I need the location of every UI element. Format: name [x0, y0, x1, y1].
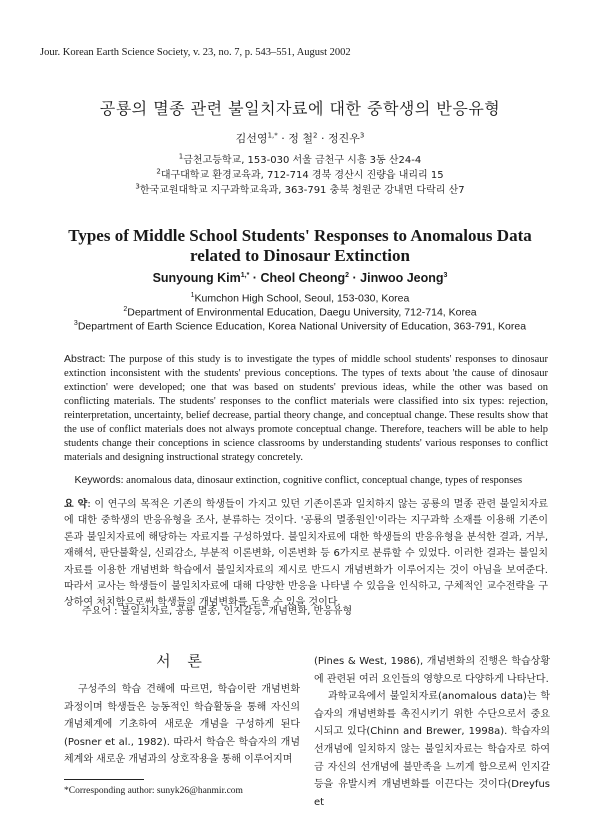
- author-name: Cheol Cheong: [260, 271, 346, 285]
- english-affiliation: [0, 320, 600, 333]
- korean-abstract-label: 요 약: [64, 499, 88, 510]
- keywords-label: Keywords: [74, 474, 121, 486]
- author-sup: 1,*: [267, 131, 278, 140]
- affiliation-text: 대구대학교 환경교육과, 712-714 경북 경산시 진량읍 내리리 15: [160, 170, 444, 181]
- korean-keywords-text: 불일치자료, 공룡 멸종, 인지갈등, 개념변화, 반응유형: [120, 606, 353, 617]
- english-affiliation: [0, 292, 600, 305]
- affiliation-text: Department of Earth Science Education, Korea National University of Education, 363-791, Korea: [77, 320, 527, 333]
- english-affiliation: [0, 306, 600, 319]
- author-name: 김선영: [235, 132, 268, 145]
- korean-title: 공룡의 멸종 관련 불일치자료에 대한 중학생의 반응유형: [99, 99, 501, 118]
- korean-authors: [0, 130, 600, 146]
- author-sup: 3: [359, 131, 365, 140]
- body-paragraph: (Pines & West, 1986), 개념변화의 진행은 학습상황에 관련된 여러 요인들의 영향으로 다양하게 나타난다.: [314, 656, 550, 685]
- author-sup: 2: [313, 131, 318, 140]
- korean-affiliation: [0, 166, 600, 181]
- keywords-text: anomalous data, dinosaur extinction, cognitive conflict, conceptual change, types of responses: [126, 475, 523, 486]
- footnote-rule: [64, 779, 144, 780]
- korean-abstract: 요 약: 이 연구의 목적은 기존의 학생들이 가지고 있던 기존이론과 일치하지 않는 공룡의 멸종 관련 불일치자료에 대한 중학생의 반응유형을 조사, 분류하는 것이다. '공룡의 멸종원인'이라는 지구과학 소재를 이용해 기존이론과 불일치자료에 해당하는 자료지를 구성하였다. 불일치자료에 대한 학생들의 반응유형을 분석한 결과, 거부, 재해석, 판단불확실, 신뢰감소, 부분적 이론변화, 이론변화 등 6가지로 분류할 수 있었다. 이러한 결과는 불일치자료를 이용한 개념변화 학습에서 불일치자료의 제시로 반드시 개념변화가 이루어지는 것이 아님을 보여준다. 따라서 교사는 학생들이 불일치자료에 대해 다양한 반응을 나타낼 수 있음을 인식하고, 구체적인 교수전략을 구상하여 처치함으로써 학생들의 개념변화를 도울 수 있을 것이다.: [64, 499, 548, 609]
- korean-abstract-text: 이 연구의 목적은 기존의 학생들이 가지고 있던 기존이론과 일치하지 않는 공룡의 멸종 관련 불일치자료에 대한 중학생의 반응유형을 조사, 분류하는 것이다. '공룡의 멸종원인'이라는 지구과학 소재를 이용해 기존이론과 불일치자료에 해당하는 자료지를 구성하였다. 불일치자료에 대한 학생들의 반응유형을 분석한 결과, 거부, 재해석, 판단불확실, 신뢰감소, 부분적 이론변화, 이론변화 등 6가지로 분류할 수 있었다. 이러한 결과는 불일치자료를 이용한 개념변화 학습에서 불일치자료의 제시로 반드시 개념변화가 이루어지는 것이 아님을 보여준다. 따라서 교사는 학생들이 불일치자료에 대해 다양한 반응을 나타낼 수 있음을 인식하고, 구체적인 교수전략을 구상하여 처치함으로써 학생들의 개념변화를 도울 수 있을 것이다.: [64, 499, 548, 609]
- affiliation-sup: 3: [135, 182, 140, 191]
- korean-keywords-label: 주요어: [82, 606, 111, 617]
- affiliation-text: 금천고등학교, 153-030 서울 금천구 시흥 3동 산24-4: [183, 155, 422, 166]
- body-paragraph: 과학교육에서 불일치자료(anomalous data)는 학습자의 개념변화를 촉진시키기 위한 수단으로서 중요시되고 있다(Chinn and Brewer, 1998a). 학습자의 선개념에 일치하지 않는 불일치자료는 학습자로 하여금 자신의 선개념에 불만족을 느끼게 함으로써 인지갈등을 유발시켜 개념변화를 이끈다는 것이다(Dreyfus et: [314, 691, 550, 808]
- author-sup: 3: [443, 271, 448, 279]
- journal-citation: Jour. Korean Earth Science Society, v. 23, no. 7, p. 543–551, August 2002: [40, 47, 351, 58]
- author-sup: 1,*: [240, 271, 250, 279]
- section-heading: 서 론: [156, 652, 208, 670]
- affiliation-text: Kumchon High School, Seoul, 153-030, Korea: [194, 292, 410, 305]
- korean-affiliation: [0, 151, 600, 166]
- body-column-right: [314, 653, 550, 811]
- author-separator: ·: [349, 271, 361, 285]
- english-title: [0, 226, 600, 266]
- author-sup: 2: [345, 271, 350, 279]
- affiliation-sup: 2: [123, 306, 128, 313]
- body-column-left: [64, 681, 300, 769]
- author-name: Jinwoo Jeong: [360, 271, 444, 285]
- affiliation-text: 한국교원대학교 지구과학교육과, 363-791 충북 청원군 강내면 다락리 산7: [139, 185, 465, 196]
- author-separator: ·: [277, 132, 289, 145]
- english-abstract: Abstract: The purpose of this study is to investigate the types of middle school students' responses to dinosaur extinction inconsistent with the students' previous conceptions. The types of texts about 'the cause of dinosaur extinction' were developed; one that was based on students' previous ideas, while the other was based on conflicting materials. The students' responses to the conflict materials were classified into six types: rejection, reinterpretation, uncertainty, belief decrease, partial theory change, and conceptual change. These results show that the use of conflict materials does not always promote conceptual change. Therefore, teachers will be able to help students change their conceptions in science classrooms by understanding students' various responses to conflict materials and designing instructional strategy concretely.: [64, 353, 548, 463]
- affiliation-text: Department of Environmental Education, Daegu University, 712-714, Korea: [127, 306, 477, 319]
- korean-keywords: 주요어 : 불일치자료, 공룡 멸종, 인지갈등, 개념변화, 반응유형: [82, 606, 353, 617]
- english-title-line: related to Dinosaur Extinction: [190, 246, 410, 265]
- author-name: Sunyoung Kim: [152, 271, 241, 285]
- abstract-text: The purpose of this study is to investigate the types of middle school students' responses to dinosaur extinction inconsistent with the students' previous conceptions. The types of texts about 'the cause of dinosaur extinction' were developed; one that was based on students' previous ideas, while the other was based on conflicting materials. The students' responses to the conflict materials were classified into six types: rejection, reinterpretation, uncertainty, belief decrease, partial theory change, and conceptual change. These results show that the use of conflict materials does not always promote conceptual change. Therefore, teachers will be able to help students change their conceptions in science classrooms by understanding students' various responses to conflict materials and designing instructional strategy concretely.: [64, 354, 548, 463]
- author-name: 정진우: [327, 132, 360, 145]
- affiliation-sup: 1: [178, 152, 184, 161]
- body-paragraph: 구성주의 학습 견해에 따르면, 학습이란 개념변화 과정이며 학생들은 능동적인 학습활동을 통해 자신의 개념체계에 기초하여 새로운 개념을 구성하게 된다 (Posner et al., 1982). 따라서 학습은 학습자의 개념 체계와 새로운 개념과의 상호작용을 통해 이루어지며: [64, 684, 300, 766]
- english-authors: [0, 271, 600, 285]
- korean-affiliation: [0, 181, 600, 196]
- english-title-line: Types of Middle School Students' Responses to Anomalous Data: [68, 226, 532, 245]
- affiliation-sup: 2: [156, 167, 161, 176]
- english-keywords: Keywords: anomalous data, dinosaur extinction, cognitive conflict, conceptual change, types of responses: [74, 474, 523, 486]
- author-name: 정 철: [288, 132, 313, 145]
- abstract-label: Abstract: [64, 353, 103, 365]
- affiliation-sup: 1: [190, 292, 195, 299]
- footnote: *Corresponding author: sunyk26@hanmir.com: [64, 786, 243, 796]
- author-separator: ·: [317, 132, 328, 145]
- affiliation-sup: 3: [73, 320, 78, 327]
- author-separator: ·: [249, 271, 261, 285]
